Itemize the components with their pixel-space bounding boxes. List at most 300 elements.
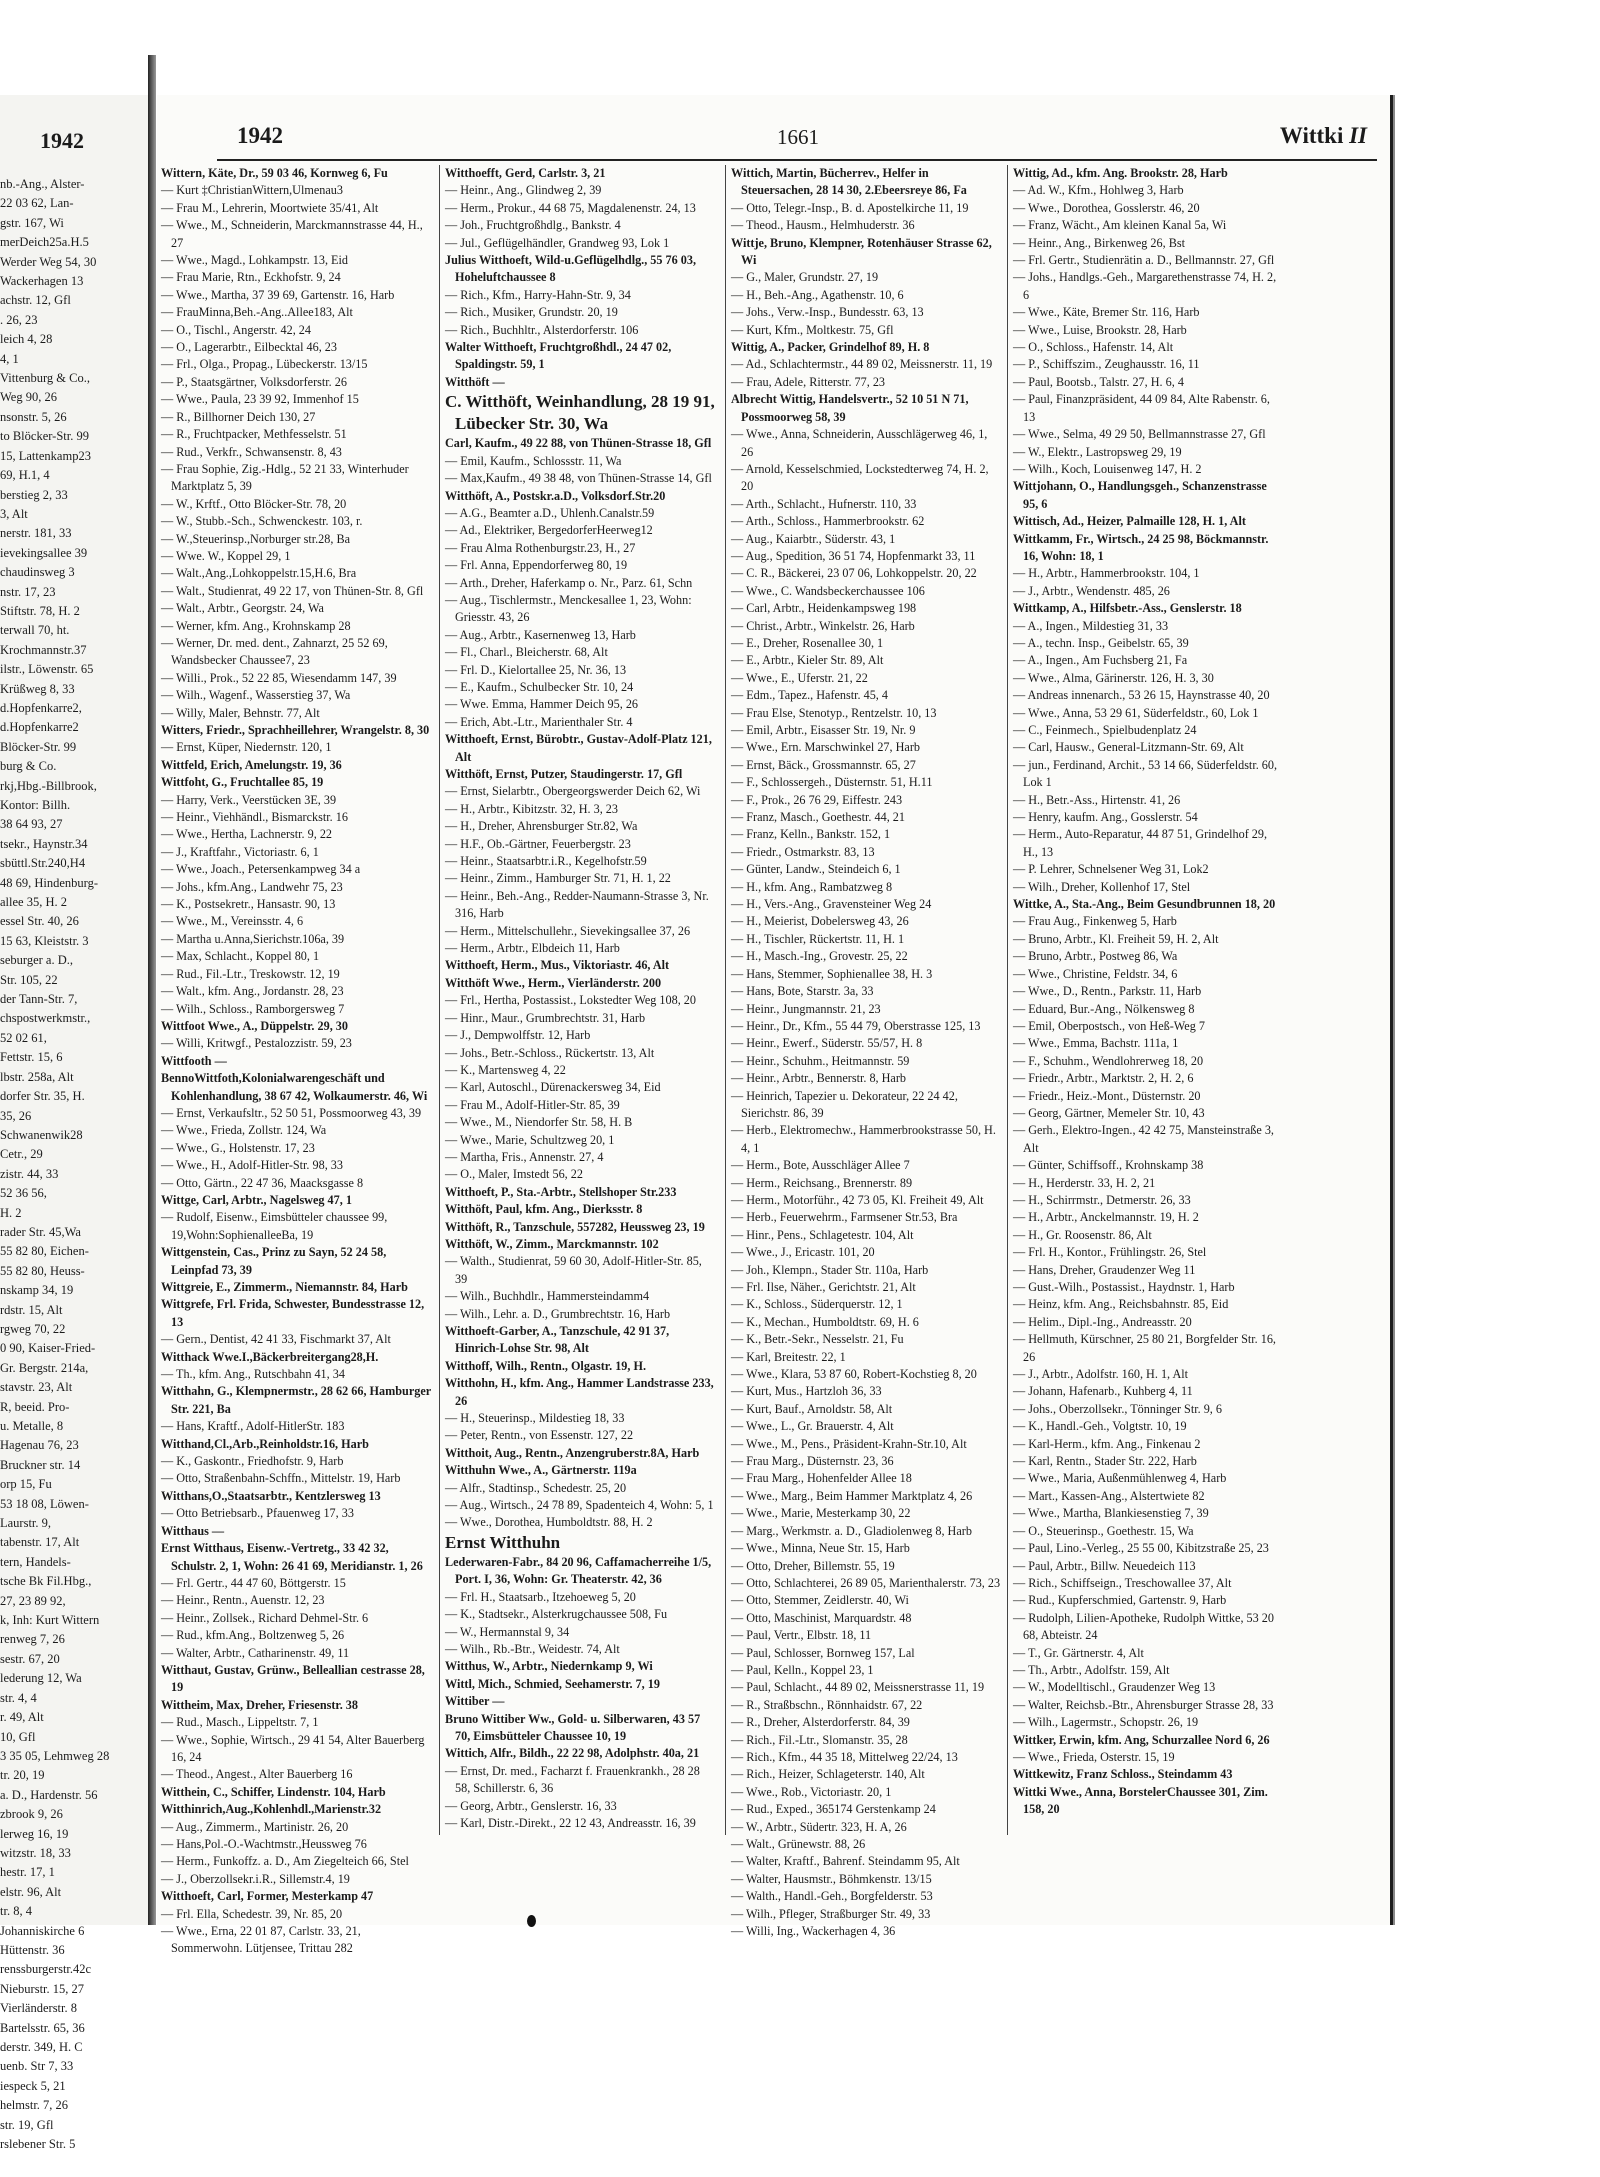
left-fragment-line: berstieg 2, 33 xyxy=(0,487,68,502)
directory-entry: — Rud., Masch., Lippeltstr. 7, 1 xyxy=(161,1715,319,1730)
directory-entry: — Wwe., Rob., Victoriastr. 20, 1 xyxy=(731,1784,892,1799)
left-fragment-line: r. 49, Alt xyxy=(0,1710,44,1725)
directory-entry: Witthaus — xyxy=(161,1523,225,1538)
directory-entry: Wittjohann, O., Handlungsgeh., Schanzenstrasse 95, 6 xyxy=(1013,479,1267,511)
directory-entry: — Christ., Arbtr., Winkelstr. 26, Harb xyxy=(731,618,915,633)
directory-entry: — Heinr., Beh.-Ang., Redder-Naumann-Strasse 3, Nr. 316, Harb xyxy=(445,888,709,921)
directory-entry: — O., Steuerinsp., Goethestr. 15, Wa xyxy=(1013,1523,1194,1538)
directory-entry: — Ad. W., Kfm., Hohlweg 3, Harb xyxy=(1013,183,1184,198)
book-spine xyxy=(148,55,156,1925)
directory-entry: — Hans,Pol.-O.-Wachtmstr.,Heussweg 76 xyxy=(161,1837,367,1851)
directory-entry: — K., Betr.-Sekr., Nesselstr. 21, Fu xyxy=(731,1332,904,1347)
directory-entry: — Gust.-Wilh., Postassist., Haydnstr. 1, Harb xyxy=(1013,1280,1235,1294)
directory-entry: Wittge, Carl, Arbtr., Nagelsweg 47, 1 xyxy=(161,1192,352,1207)
directory-entry: — Wilh., Pfleger, Straßburger Str. 49, 33 xyxy=(731,1906,931,1921)
directory-entry: — Frau Else, Stenotyp., Rentzelstr. 10, 13 xyxy=(731,705,937,720)
directory-entry: — W., Stubb.-Sch., Schwenckestr. 103, r. xyxy=(161,514,363,529)
directory-entry: Julius Witthoeft, Wild-u.Geflügelhdlg., 55 76 03, Hoheluftchaussee 8 xyxy=(445,253,697,285)
directory-entry: — Ernst, Verkaufsltr., 52 50 51, Possmoorweg 43, 39 xyxy=(161,1105,422,1120)
left-fragment-line: nerstr. 181, 33 xyxy=(0,526,72,541)
left-fragment-line: Wackerhagen 13 xyxy=(0,274,84,289)
directory-entry: — Karl, Rentn., Stader Str. 222, Harb xyxy=(1013,1454,1197,1469)
directory-entry: — Walter, Hausmstr., Böhmkenstr. 13/15 xyxy=(731,1871,932,1886)
directory-entry: — Mart., Kassen-Ang., Alstertwiete 82 xyxy=(1013,1488,1205,1503)
directory-entry: Wittkewitz, Franz Schloss., Steindamm 43 xyxy=(1013,1767,1233,1782)
directory-entry: — Th., Arbtr., Adolfstr. 159, Alt xyxy=(1013,1662,1170,1677)
directory-entry: — Heinr., Ang., Glindweg 2, 39 xyxy=(445,183,602,198)
directory-entry: — Wwe., Dorothea, Gosslerstr. 46, 20 xyxy=(1013,200,1200,215)
directory-entry: — Walth., Studienrat, 59 60 30, Adolf-Hitler-Str. 85, 39 xyxy=(445,1254,702,1286)
left-fragment-line: 55 82 80, Eichen- xyxy=(0,1244,89,1259)
directory-entry: — Wilh., Lehr. a. D., Grumbrechtstr. 16, Harb xyxy=(445,1306,671,1321)
directory-entry: Bruno Wittiber Ww., Gold- u. Silberwaren, 43 57 70, Eimsbütteler Chaussee 10, 19 xyxy=(445,1711,701,1743)
directory-entry: — Herm., Motorführ., 42 73 05, Kl. Freiheit 49, Alt xyxy=(731,1192,984,1207)
directory-entry: — W.,Steuerinsp.,Norburger str.28, Ba xyxy=(161,531,351,546)
directory-entry: — Jul., Geflügelhändler, Grandweg 93, Lok 1 xyxy=(445,235,670,250)
directory-entry: — Frau M., Adolf-Hitler-Str. 85, 39 xyxy=(445,1097,620,1112)
left-fragment-line: rslebener Str. 5 xyxy=(0,2137,76,2152)
directory-entry: — O., Maler, Imstedt 56, 22 xyxy=(445,1167,583,1182)
directory-entry: — H., kfm. Ang., Rambatzweg 8 xyxy=(731,879,893,894)
directory-entry: — Georg, Gärtner, Memeler Str. 10, 43 xyxy=(1013,1105,1205,1120)
directory-entry: Wittheim, Max, Dreher, Friesenstr. 38 xyxy=(161,1697,358,1712)
directory-entry: — R., Billhorner Deich 130, 27 xyxy=(161,409,316,424)
directory-entry: — Peter, Rentn., von Essenstr. 127, 22 xyxy=(445,1428,634,1443)
directory-entry: — Wwe., H., Adolf-Hitler-Str. 98, 33 xyxy=(161,1158,343,1173)
directory-entry: Witthöft, Paul, kfm. Ang., Dierksstr. 8 xyxy=(445,1202,643,1217)
directory-entry: Ernst Witthuhn xyxy=(445,1532,561,1552)
directory-entry: — Theod., Hausm., Helmhuderstr. 36 xyxy=(731,218,915,233)
left-fragment-line: rgweg 70, 22 xyxy=(0,1321,66,1336)
directory-entry: — Franz, Wächt., Am kleinen Kanal 5a, Wi xyxy=(1013,218,1227,233)
directory-entry: — W., Arbtr., Südertr. 323, H. A, 26 xyxy=(731,1819,907,1834)
left-fragment-line: u. Metalle, 8 xyxy=(0,1419,64,1433)
left-fragment-line: a. D., Hardenstr. 56 xyxy=(0,1787,98,1802)
left-fragment-line: tsekr., Haynstr.34 xyxy=(0,836,88,851)
directory-entry: Wittgrefe, Frl. Frida, Schwester, Bundesstrasse 12, 13 xyxy=(161,1297,425,1329)
directory-entry: — O., Schloss., Hafenstr. 14, Alt xyxy=(1013,340,1174,355)
directory-entry: — Walter, Reichsb.-Btr., Ahrensburger Strasse 28, 33 xyxy=(1013,1697,1274,1712)
page-header xyxy=(237,123,1377,155)
directory-entry: Wittki Wwe., Anna, BorstelerChaussee 301, Zim. 158, 20 xyxy=(1013,1784,1268,1817)
directory-entry: — Wilh., Lagermstr., Schopstr. 26, 19 xyxy=(1013,1715,1199,1730)
left-fragment-line: 27, 23 89 92, xyxy=(0,1593,66,1608)
directory-entry: — Wwe., Marie, Schultzweg 20, 1 xyxy=(445,1132,615,1147)
directory-entry: — Max, Schlacht., Koppel 80, 1 xyxy=(161,949,320,964)
left-fragment-line: chaudinsweg 3 xyxy=(0,565,75,580)
left-fragment-line: str. 19, Gfl xyxy=(0,2117,54,2132)
directory-entry: — F., Schlossergeh., Düsternstr. 51, H.11 xyxy=(731,775,933,790)
directory-entry: — Paul, Finanzpräsident, 44 09 84, Alte Rabenstr. 6, 13 xyxy=(1013,392,1270,424)
left-fragment-line: tabenstr. 17, Alt xyxy=(0,1535,80,1550)
directory-entry: — Willi., Prok., 52 22 85, Wiesendamm 147, 39 xyxy=(161,670,397,685)
directory-entry: — H.F., Ob.-Gärtner, Feuerbergstr. 23 xyxy=(445,836,631,851)
left-fragment-line: to Blöcker-Str. 99 xyxy=(0,429,89,444)
directory-entry: — Wwe., Selma, 49 29 50, Bellmannstrasse 27, Gfl xyxy=(1013,427,1266,442)
directory-entry: — Ad., Elektriker, BergedorferHeerweg12 xyxy=(445,523,653,538)
directory-entry: Witthöft, Ernst, Putzer, Staudingerstr. 17, Gfl xyxy=(445,767,683,781)
directory-entry: — H., Vers.-Ang., Gravensteiner Weg 24 xyxy=(731,897,932,912)
directory-entry: — Wwe., Ern. Marschwinkel 27, Harb xyxy=(731,740,920,755)
directory-entry: — K., Handl.-Geh., Volgtstr. 10, 19 xyxy=(1013,1419,1187,1434)
directory-entry: — Wwe. W., Koppel 29, 1 xyxy=(161,548,291,563)
directory-entry: — Aug., Wirtsch., 24 78 89, Spadenteich 4, Wohn: 5, 1 xyxy=(445,1498,714,1513)
directory-entry: — Heinr., Rentn., Auenstr. 12, 23 xyxy=(161,1593,325,1608)
column-divider xyxy=(725,165,726,1835)
directory-entry: — jun., Ferdinand, Archit., 53 14 66, Süderfeldstr. 60, Lok 1 xyxy=(1013,757,1278,790)
directory-entry: — Hans, Kraftf., Adolf-HitlerStr. 183 xyxy=(161,1419,345,1434)
directory-entry: — Wwe., Alma, Gärinerstr. 126, H. 3, 30 xyxy=(1013,670,1214,685)
directory-entry: Wittkamp, A., Hilfsbetr.-Ass., Genslerstr. 18 xyxy=(1013,601,1242,616)
directory-entry: — Frau Marg., Düsternstr. 23, 36 xyxy=(731,1454,894,1469)
left-fragment-line: renweg 7, 26 xyxy=(0,1632,65,1647)
left-fragment-line: orp 15, Fu xyxy=(0,1477,52,1492)
directory-entry: — Wwe., Paula, 23 39 92, Immenhof 15 xyxy=(161,392,359,407)
directory-entry: — Karl, Breitestr. 22, 1 xyxy=(731,1349,846,1364)
left-fragment-line: rader Str. 45,Wa xyxy=(0,1224,81,1239)
directory-column-4 xyxy=(1013,165,1283,1819)
directory-entry: — Herm., Mittelschullehr., Sievekingsallee 37, 26 xyxy=(445,923,691,938)
left-fragment-line: Bruckner str. 14 xyxy=(0,1457,81,1472)
directory-entry: — K., Gaskontr., Friedhofstr. 9, Harb xyxy=(161,1454,344,1469)
directory-entry: — Herm., Funkoffz. a. D., Am Ziegelteich 66, Stel xyxy=(161,1854,409,1869)
directory-entry: — Ernst, Küper, Niedernstr. 120, 1 xyxy=(161,740,332,755)
directory-entry: — Arth., Schloss., Hammerbrookstr. 62 xyxy=(731,514,925,529)
left-fragment-line: 38 64 93, 27 xyxy=(0,817,63,832)
left-fragment-line: lederung 12, Wa xyxy=(0,1671,82,1686)
directory-entry: — Walt., Arbtr., Georgstr. 24, Wa xyxy=(161,601,324,616)
directory-entry: — Aug., Tischlermstr., Menckesallee 1, 23, Wohn: Griesstr. 43, 26 xyxy=(445,592,692,625)
directory-entry: — Wwe., Frieda, Zollstr. 124, Wa xyxy=(161,1123,327,1138)
page-year: 1942 xyxy=(237,123,283,148)
left-fragment-line: lbstr. 258a, Alt xyxy=(0,1069,74,1084)
directory-entry: — Wwe., Maria, Außenmühlenweg 4, Harb xyxy=(1013,1471,1227,1486)
directory-entry: — Werner, kfm. Ang., Krohnskamp 28 xyxy=(161,618,351,633)
directory-entry: — Wwe., Martha, Blankiesenstieg 7, 39 xyxy=(1013,1506,1209,1521)
directory-entry: — C. R., Bäckerei, 23 07 06, Lohkoppelstr. 20, 22 xyxy=(731,566,977,581)
left-fragment-line: Hagenau 76, 23 xyxy=(0,1438,79,1453)
left-fragment-line: 69, H.1, 4 xyxy=(0,468,50,483)
directory-entry: — H., Arbtr., Anckelmannstr. 19, H. 2 xyxy=(1013,1210,1199,1225)
directory-entry: — J., Oberzollsekr.i.R., Sillemstr.4, 19 xyxy=(161,1871,350,1886)
directory-entry: — Heinr., Arbtr., Bennerstr. 8, Harb xyxy=(731,1071,906,1086)
left-fragment-line: 3 35 05, Lehmweg 28 xyxy=(0,1748,110,1763)
directory-entry: — Walt., Studienrat, 49 22 17, von Thünen-Str. 8, Gfl xyxy=(161,583,424,598)
left-fragment-line: elstr. 96, Alt xyxy=(0,1884,62,1899)
directory-entry: — H., Herderstr. 33, H. 2, 21 xyxy=(1013,1175,1156,1190)
directory-entry: — Martha, Fris., Annenstr. 27, 4 xyxy=(445,1149,604,1164)
directory-entry: — Frl. Ella, Schedestr. 39, Nr. 85, 20 xyxy=(161,1906,343,1921)
left-fragment-line: 15, Lattenkamp23 xyxy=(0,448,91,463)
directory-entry: — E., Arbtr., Kieler Str. 89, Alt xyxy=(731,653,884,668)
directory-entry: Witters, Friedr., Sprachheillehrer, Wrangelstr. 8, 30 xyxy=(161,723,430,737)
directory-entry: — Wwe., Erna, 22 01 87, Carlstr. 33, 21, Sommerwohn. Lütjensee, Trittau 282 xyxy=(161,1924,361,1956)
directory-entry: — Arth., Schlacht., Hufnerstr. 110, 33 xyxy=(731,496,917,511)
directory-entry: Wittig, Ad., kfm. Ang. Brookstr. 28, Harb xyxy=(1013,166,1228,180)
directory-entry: Witthans,O.,Staatsarbtr., Kentzlersweg 13 xyxy=(161,1488,381,1503)
left-fragment-line: der Tann-Str. 7, xyxy=(0,992,78,1007)
directory-entry: — W., Elektr., Lastropsweg 29, 19 xyxy=(1013,444,1182,459)
directory-entry: — Aug., Arbtr., Kasernenweg 13, Harb xyxy=(445,627,636,642)
left-fragment-line: Laurstr. 9, xyxy=(0,1516,52,1531)
directory-entry: — Kurt, Bauf., Arnoldstr. 58, Alt xyxy=(731,1401,893,1416)
left-page-fragment xyxy=(0,95,148,2152)
directory-entry: — Emil, Arbtr., Eisasser Str. 19, Nr. 9 xyxy=(731,723,916,737)
directory-entry: — Emil, Oberpostsch., von Heß-Weg 7 xyxy=(1013,1018,1205,1033)
directory-entry: — Paul, Arbtr., Billw. Neuedeich 113 xyxy=(1013,1558,1196,1573)
directory-entry: — Heinr., Zollsek., Richard Dehmel-Str. 6 xyxy=(161,1610,369,1625)
directory-entry: — Rud., kfm.Ang., Boltzenweg 5, 26 xyxy=(161,1628,345,1643)
directory-entry: — Otto, Telegr.-Insp., B. d. Apostelkirche 11, 19 xyxy=(731,200,969,215)
directory-entry: — Wwe., M., Vereinsstr. 4, 6 xyxy=(161,914,304,929)
directory-entry: — J., Dempwolffstr. 12, Harb xyxy=(445,1028,591,1043)
left-fragment-line: Stiftstr. 78, H. 2 xyxy=(0,603,80,618)
directory-entry: — Johs., Handlgs.-Geh., Margarethenstrasse 74, H. 2, 6 xyxy=(1013,270,1277,302)
directory-entry: — Wwe., M., Niendorfer Str. 58, H. B xyxy=(445,1115,633,1130)
left-fragment-line: 52 36 56, xyxy=(0,1186,47,1201)
left-fragment-line: stavstr. 23, Alt xyxy=(0,1380,73,1395)
left-fragment-line: ievekingsallee 39 xyxy=(0,545,88,560)
directory-entry: Wittich, Martin, Bücherrev., Helfer in Steuersachen, 28 14 30, 2.Ebeersreye 86, Fa xyxy=(731,166,967,198)
directory-entry: — Frl. D., Kielortallee 25, Nr. 36, 13 xyxy=(445,662,627,677)
directory-entry: Wittfeld, Erich, Amelungstr. 19, 36 xyxy=(161,757,342,772)
left-fragment-line: terwall 70, ht. xyxy=(0,623,70,638)
directory-entry: — Werner, Dr. med. dent., Zahnarzt, 25 52 69, Wandsbecker Chaussee7, 23 xyxy=(161,635,388,668)
directory-column-3 xyxy=(731,165,1001,1940)
directory-entry: — Frl. Anna, Eppendorferweg 80, 19 xyxy=(445,558,628,573)
directory-entry: — R., Dreher, Alsterdorferstr. 84, 39 xyxy=(731,1715,910,1730)
directory-entry: Wittfoot Wwe., A., Düppelstr. 29, 30 xyxy=(161,1018,348,1033)
directory-entry: — K., Mechan., Humboldtstr. 69, H. 6 xyxy=(731,1314,919,1329)
directory-entry: — Frl., Hertha, Postassist., Lokstedter Weg 108, 20 xyxy=(445,993,696,1008)
directory-entry: — Wwe., Dorothea, Humboldtstr. 88, H. 2 xyxy=(445,1515,653,1530)
column-divider xyxy=(1007,165,1008,1835)
directory-entry: — Paul, Schlacht., 44 89 02, Meissnerstrasse 11, 19 xyxy=(731,1680,985,1695)
directory-entry: — H., Dreher, Ahrensburger Str.82, Wa xyxy=(445,819,638,834)
directory-entry: — Wwe., Luise, Brookstr. 28, Harb xyxy=(1013,322,1187,337)
directory-entry: Albrecht Wittig, Handelsvertr., 52 10 51 N 71, Possmoorweg 58, 39 xyxy=(731,392,969,424)
directory-entry: — Herm., Auto-Reparatur, 44 87 51, Grindelhof 29, H., 13 xyxy=(1013,827,1268,859)
directory-entry: Wittisch, Ad., Heizer, Palmaille 128, H. 1, Alt xyxy=(1013,514,1246,529)
directory-entry: — Wwe., Käte, Bremer Str. 116, Harb xyxy=(1013,305,1200,320)
left-fragment-line: zistr. 44, 33 xyxy=(0,1166,59,1181)
left-fragment-line: d.Hopfenkarre2, xyxy=(0,700,82,715)
directory-entry: — Alfr., Stadtinsp., Schedestr. 25, 20 xyxy=(445,1480,627,1495)
directory-entry: — R., Straßbschn., Rönnhaidstr. 67, 22 xyxy=(731,1697,923,1712)
left-fragment-line: Krüßweg 8, 33 xyxy=(0,681,75,696)
directory-entry: Carl, Kaufm., 49 22 88, von Thünen-Strasse 18, Gfl xyxy=(445,436,712,451)
directory-entry: — H., Betr.-Ass., Hirtenstr. 41, 26 xyxy=(1013,792,1181,807)
left-fragment-line: Kontor: Billh. xyxy=(0,798,71,812)
left-fragment-line: derstr. 349, H. C xyxy=(0,2040,83,2054)
left-page-text-fragments xyxy=(0,175,148,2154)
left-fragment-line: rdstr. 15, Alt xyxy=(0,1302,63,1317)
left-fragment-line: nstr. 17, 23 xyxy=(0,584,56,599)
directory-entry: — Wwe., Klara, 53 87 60, Robert-Kochstieg 8, 20 xyxy=(731,1367,977,1382)
directory-entry: — R., Fruchtpacker, Methfesselstr. 51 xyxy=(161,427,347,442)
directory-entry: — Aug., Zimmerm., Martinistr. 26, 20 xyxy=(161,1819,349,1834)
directory-entry: — Rich., Musiker, Grundstr. 20, 19 xyxy=(445,305,618,320)
directory-entry: — Hinr., Maur., Grumbrechtstr. 31, Harb xyxy=(445,1010,646,1025)
left-fragment-line: tr. 8, 4 xyxy=(0,1904,32,1919)
directory-entry: — Aug., Spedition, 36 51 74, Hopfenmarkt 33, 11 xyxy=(731,548,976,563)
left-fragment-line: sestr. 67, 20 xyxy=(0,1651,60,1666)
directory-entry: — Frau, Adele, Ritterstr. 77, 23 xyxy=(731,374,886,389)
directory-entry: Witthaut, Gustav, Grünw., Belleallian cestrasse 28, 19 xyxy=(161,1662,425,1695)
directory-entry: — P. Lehrer, Schnelsener Weg 31, Lok2 xyxy=(1013,862,1209,877)
left-fragment-line: leich 4, 28 xyxy=(0,332,53,347)
directory-entry: — Walter, Arbtr., Catharinenstr. 49, 11 xyxy=(161,1645,350,1660)
directory-entry: — FrauMinna,Beh.-Ang..Allee183, Alt xyxy=(161,305,353,320)
directory-entry: Wittig, A., Packer, Grindelhof 89, H. 8 xyxy=(731,340,930,355)
directory-entry: — Wilh., Dreher, Kollenhof 17, Stel xyxy=(1013,879,1191,894)
directory-entry: — Frl. Gertr., 44 47 60, Böttgerstr. 15 xyxy=(161,1575,346,1590)
directory-entry: Witthöft — xyxy=(445,374,505,389)
directory-entry: — E., Kaufm., Schulbecker Str. 10, 24 xyxy=(445,679,634,694)
directory-entry: — Frau Alma Rothenburgstr.23, H., 27 xyxy=(445,540,636,555)
directory-entry: — Wwe., C. Wandsbeckerchaussee 106 xyxy=(731,583,925,598)
directory-entry: Witthein, C., Schiffer, Lindenstr. 104, Harb xyxy=(161,1784,386,1799)
directory-entry: — Johann, Hafenarb., Kuhberg 4, 11 xyxy=(1013,1384,1193,1399)
left-fragment-line: hestr. 17, 1 xyxy=(0,1865,55,1880)
directory-entry: C. Witthöft, Weinhandlung, 28 19 91, Lübecker Str. 30, Wa xyxy=(445,392,715,434)
directory-entry: — G., Maler, Grundstr. 27, 19 xyxy=(731,270,879,285)
left-fragment-line: 55 82 80, Heuss- xyxy=(0,1263,85,1278)
directory-entry: — Rud., Fil.-Ltr., Treskowstr. 12, 19 xyxy=(161,966,340,981)
directory-entry: — H., Gr. Roosenstr. 86, Alt xyxy=(1013,1227,1152,1242)
directory-entry: — Walth., Handl.-Geh., Borgfelderstr. 53 xyxy=(731,1889,933,1904)
directory-entry: Wittich, Alfr., Bildh., 22 22 98, Adolphstr. 40a, 21 xyxy=(445,1746,700,1761)
directory-entry: — Otto Betriebsarb., Pfauenweg 17, 33 xyxy=(161,1506,354,1521)
directory-entry: — Franz, Masch., Goethestr. 44, 21 xyxy=(731,810,905,825)
left-fragment-line: Vierländerstr. 8 xyxy=(0,2001,78,2016)
directory-entry: — H., Tischler, Rückertstr. 11, H. 1 xyxy=(731,931,905,946)
directory-entry: — Wwe., Sophie, Wirtsch., 29 41 54, Alter Bauerberg 16, 24 xyxy=(161,1732,425,1764)
directory-entry: — T., Gr. Gärtnerstr. 4, Alt xyxy=(1013,1645,1144,1660)
directory-entry: — Aug., Kaiarbtr., Süderstr. 43, 1 xyxy=(731,531,896,546)
directory-entry: — Rudolf, Eisenw., Eimsbütteler chaussee 99, 19,Wohn:SophienalleeBa, 19 xyxy=(161,1210,388,1242)
directory-entry: Lederwaren-Fabr., 84 20 96, Caffamacherreihe 1/5, Port. I, 36, Wohn: Gr. Theaterstr. 42, 36 xyxy=(445,1554,712,1587)
directory-entry: — J., Kraftfahr., Victoriastr. 6, 1 xyxy=(161,844,319,859)
left-fragment-line: tr. 20, 19 xyxy=(0,1768,45,1783)
directory-entry: — Wwe., D., Rentn., Parkstr. 11, Harb xyxy=(1013,984,1202,999)
directory-entry: — W., Krftf., Otto Blöcker-Str. 78, 20 xyxy=(161,496,347,511)
directory-entry: — Joh., Klempn., Stader Str. 110a, Harb xyxy=(731,1262,929,1277)
directory-entry: — Wilh., Rb.-Btr., Weidestr. 74, Alt xyxy=(445,1641,620,1656)
directory-entry: — K., Schloss., Süderquerstr. 12, 1 xyxy=(731,1297,903,1312)
directory-entry: — A., Ingen., Am Fuchsberg 21, Fa xyxy=(1013,653,1188,668)
directory-entry: Witthöft, R., Tanzschule, 557282, Heussweg 23, 19 xyxy=(445,1219,705,1234)
left-fragment-line: nskamp 34, 19 xyxy=(0,1283,74,1298)
left-fragment-line: 52 02 61, xyxy=(0,1030,47,1045)
directory-entry: Witthoefft, Gerd, Carlstr. 3, 21 xyxy=(445,166,606,180)
directory-entry: — Emil, Kaufm., Schlossstr. 11, Wa xyxy=(445,453,622,468)
directory-entry: — Heinr., Dr., Kfm., 55 44 79, Oberstrasse 125, 13 xyxy=(731,1018,981,1033)
directory-entry: — Kurt, Kfm., Moltkestr. 75, Gfl xyxy=(731,322,894,337)
directory-entry: — Hans, Bote, Starstr. 3a, 33 xyxy=(731,984,874,999)
left-fragment-line: 3, Alt xyxy=(0,506,28,521)
directory-entry: — Hellmuth, Kürschner, 25 80 21, Borgfelder Str. 16, 26 xyxy=(1013,1332,1276,1364)
directory-entry: — Willy, Maler, Behnstr. 77, Alt xyxy=(161,705,320,720)
directory-entry: — Heinr., Schuhm., Heitmannstr. 59 xyxy=(731,1053,910,1068)
left-fragment-line: rkj,Hbg.-Billbrook, xyxy=(0,778,97,793)
directory-entry: — Heinr., Ewerf., Süderstr. 55/57, H. 8 xyxy=(731,1036,923,1051)
directory-entry: — Carl, Hausw., General-Litzmann-Str. 69, Alt xyxy=(1013,740,1244,755)
left-fragment-line: nsonstr. 5, 26 xyxy=(0,409,67,424)
directory-entry: — Walt., Grünewstr. 88, 26 xyxy=(731,1837,866,1851)
directory-entry: — Edm., Tapez., Hafenstr. 45, 4 xyxy=(731,688,888,703)
directory-entry: — Eduard, Bur.-Ang., Nölkensweg 8 xyxy=(1013,1001,1195,1016)
directory-entry: — Arth., Dreher, Haferkamp o. Nr., Parz. 61, Schn xyxy=(445,575,693,590)
directory-entry: — Friedr., Heiz.-Mont., Düsternstr. 20 xyxy=(1013,1088,1201,1103)
directory-entry: — Johs., Verw.-Insp., Bundesstr. 63, 13 xyxy=(731,305,924,320)
directory-entry: — F., Prok., 26 76 29, Eiffestr. 243 xyxy=(731,792,903,807)
directory-entry: — Herm., Reichsang., Brennerstr. 89 xyxy=(731,1175,913,1190)
directory-entry: — W., Modelltischl., Graudenzer Weg 13 xyxy=(1013,1680,1216,1695)
directory-entry: — Wilh., Buchhdlr., Hammersteindamm4 xyxy=(445,1289,650,1304)
left-fragment-line: ilstr., Löwenstr. 65 xyxy=(0,662,94,677)
directory-entry: — Johs., kfm.Ang., Landwehr 75, 23 xyxy=(161,879,343,894)
directory-entry: Witthand,Cl.,Arb.,Reinholdstr.16, Harb xyxy=(161,1436,369,1451)
directory-entry: — Willi, Ing., Wackerhagen 4, 36 xyxy=(731,1924,896,1939)
directory-entry: — H., Schirrmstr., Detmerstr. 26, 33 xyxy=(1013,1192,1191,1207)
directory-entry: — Gern., Dentist, 42 41 33, Fischmarkt 37, Alt xyxy=(161,1332,391,1347)
directory-entry: Wittgreie, E., Zimmerm., Niemannstr. 84, Harb xyxy=(161,1280,408,1294)
directory-entry: — Paul, Bootsb., Talstr. 27, H. 6, 4 xyxy=(1013,374,1184,389)
directory-entry: Witthoeft, P., Sta.-Arbtr., Stellshoper Str.233 xyxy=(445,1184,677,1199)
directory-entry: Witthoeft-Garber, A., Tanzschule, 42 91 37, Hinrich-Lohse Str. 98, Alt xyxy=(445,1324,670,1356)
left-fragment-line: dorfer Str. 35, H. xyxy=(0,1089,85,1104)
directory-entry: — H., Masch.-Ing., Grovestr. 25, 22 xyxy=(731,949,908,964)
directory-entry: — P., Schiffszim., Zeughausstr. 16, 11 xyxy=(1013,357,1200,372)
left-fragment-line: Hüttenstr. 36 xyxy=(0,1942,65,1957)
directory-entry: Wittgenstein, Cas., Prinz zu Sayn, 52 24 58, Leinpfad 73, 39 xyxy=(161,1245,387,1277)
directory-entry: — Hinr., Pens., Schlagetestr. 104, Alt xyxy=(731,1227,914,1242)
directory-entry: — K., Stadtsekr., Alsterkrugchaussee 508, Fu xyxy=(445,1607,668,1622)
directory-entry: — Johs., Betr.-Schloss., Rückertstr. 13, Alt xyxy=(445,1045,655,1060)
directory-entry: — Ernst, Sielarbtr., Obergeorgswerder Deich 62, Wi xyxy=(445,784,701,799)
page-number: 1661 xyxy=(777,125,819,149)
directory-entry: Wittkamm, Fr., Wirtsch., 24 25 98, Böckmannstr. 16, Wohn: 18, 1 xyxy=(1013,531,1269,563)
directory-entry: — Ad., Schlachtermstr., 44 89 02, Meissnerstr. 11, 19 xyxy=(731,357,993,372)
directory-entry: Wittke, A., Sta.-Ang., Beim Gesundbrunnen 18, 20 xyxy=(1013,897,1276,912)
directory-entry: — Kurt ‡ChristianWittern,Ulmenau3 xyxy=(161,183,343,198)
left-fragment-line: k, Inh: Kurt Wittern xyxy=(0,1613,100,1628)
directory-entry: — Paul, Lino.-Verleg., 25 55 00, Kibitzstraße 25, 23 xyxy=(1013,1541,1269,1556)
directory-entry: — Walt., kfm. Ang., Jordanstr. 28, 23 xyxy=(161,984,344,999)
directory-entry: — Kurt, Mus., Hartzloh 36, 33 xyxy=(731,1384,882,1399)
left-page-header: 1942 xyxy=(40,128,84,153)
directory-entry: — Joh., Fruchtgroßhdlg., Bankstr. 4 xyxy=(445,218,621,233)
directory-entry: Wittern, Käte, Dr., 59 03 46, Kornweg 6, Fu xyxy=(161,166,388,180)
directory-entry: Wittfooth — xyxy=(161,1053,227,1068)
directory-entry: — Wwe., Anna, Schneiderin, Ausschlägerweg 46, 1, 26 xyxy=(731,427,988,459)
directory-entry: — H., Beh.-Ang., Agathenstr. 10, 6 xyxy=(731,287,904,302)
page-running-head xyxy=(1280,123,1367,149)
left-fragment-line: 48 69, Hindenburg- xyxy=(0,875,99,890)
directory-entry: — Theod., Angest., Alter Bauerberg 16 xyxy=(161,1767,353,1782)
directory-entry: BennoWittfoth,Kolonialwarengeschäft und Kohlenhandlung, 38 67 42, Wolkaumerstr. 46, Wi xyxy=(161,1071,428,1103)
directory-entry: — Rud., Exped., 365174 Gerstenkamp 24 xyxy=(731,1802,936,1817)
left-fragment-line: renssburgerstr.42c xyxy=(0,1962,92,1977)
left-fragment-line: achstr. 12, Gfl xyxy=(0,293,71,308)
directory-entry: — Henry, kaufm. Ang., Gosslerstr. 54 xyxy=(1013,810,1198,825)
left-fragment-line: seburger a. D., xyxy=(0,953,74,968)
directory-entry: — Heinrich, Tapezier u. Dekorateur, 22 24 42, Sierichstr. 86, 39 xyxy=(731,1088,958,1120)
left-fragment-line: Vittenburg & Co., xyxy=(0,371,90,386)
left-fragment-line: 4, 1 xyxy=(0,351,19,366)
left-fragment-line: H. 2 xyxy=(0,1205,22,1220)
